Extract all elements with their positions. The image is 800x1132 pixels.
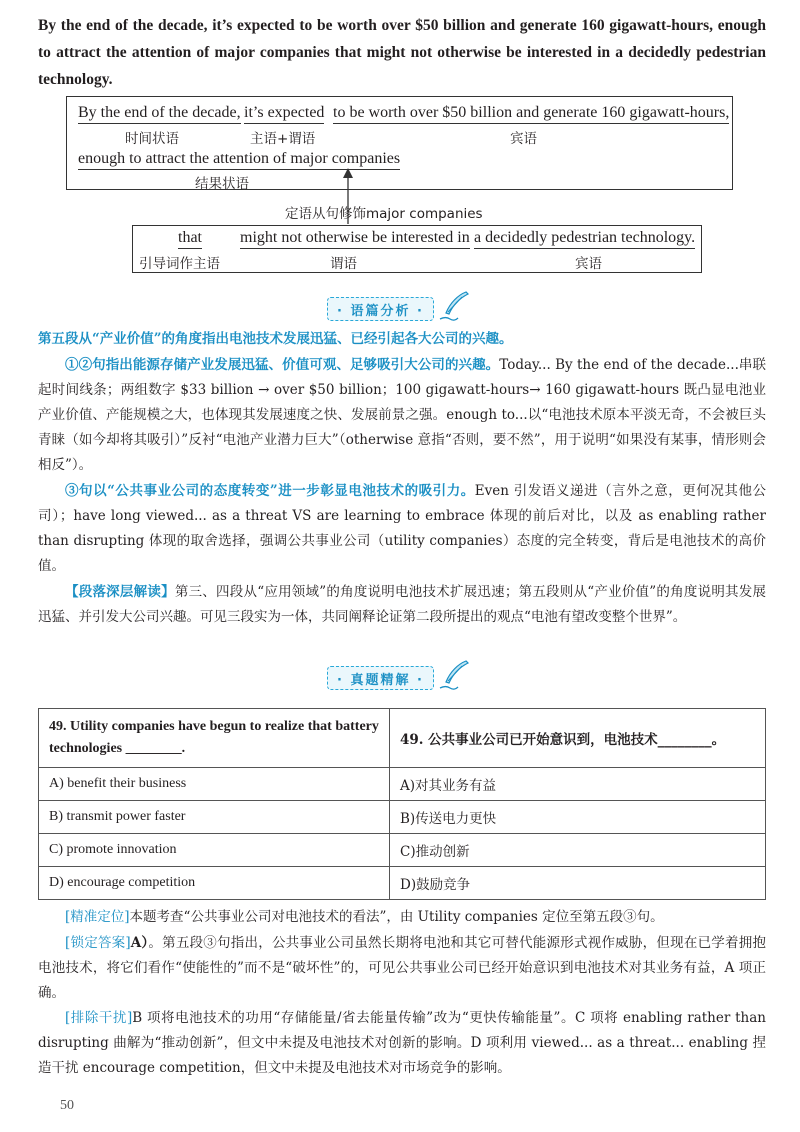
option-a-english: A) benefit their business bbox=[39, 768, 390, 801]
option-d-chinese: D)鼓励竞争 bbox=[390, 867, 766, 900]
quill-pen-icon bbox=[438, 658, 472, 692]
solution-locate bbox=[38, 905, 766, 930]
caption-clause-object: 宾语 bbox=[575, 256, 602, 272]
analysis-lead-sentences-1-2: ①②句指出能源存储产业发展迅猛、价值可观、足够吸引大公司的兴趣。 bbox=[65, 357, 500, 373]
option-row-a bbox=[39, 768, 766, 801]
analysis-body-sentences-1-2: Today... By the end of the decade...串联起时间线条；两组数字 $33 billion → over $50 billion；100 gigawatt-hours→ 160 gigawatt-hours 既凸显电池业产业价值、产能规模之大，也体现其发展速度之快、发展前景之强。enough to...以“电池技术原本平淡无奇，不会被巨头青睐（如今却将其吸引）”反衬“电池产业潜力巨大”（otherwise 意指“否则，要不然”，用于说明“如果没有某事，情形则会相反”）。 bbox=[38, 357, 766, 473]
deep-reading-body: 第三、四段从“应用领域”的角度说明电池技术扩展迅速；第五段则从“产业价值”的角度说明其发展迅猛、并引发大公司兴趣。可见三段实为一体，共同阐释论证第二段所提出的观点“电池有望改变整个世界”。 bbox=[38, 584, 767, 625]
exclude-label: [排除干扰] bbox=[65, 1010, 133, 1026]
segment-object: to be worth over $50 billion and generate 160 gigawatt-hours, bbox=[333, 103, 729, 124]
analysis-body-sentence-3: Even 引发语义递进（言外之意，更何况其他公司）；have long viewed... as a threat VS are learning to embrace 体现的前后对比，以及 as enabling rather than disrupting 体现的取舍选择，强调公共事业公司（utility companies）态度的完全转变，背后是电池技术的高价值。 bbox=[38, 483, 766, 574]
caption-subject-predicate: 主语+谓语 bbox=[250, 131, 316, 147]
caption-relative-pronoun: 引导词作主语 bbox=[139, 256, 220, 272]
option-a-chinese: A)对其业务有益 bbox=[390, 768, 766, 801]
option-d-english: D) encourage competition bbox=[39, 867, 390, 900]
segment-clause-predicate: might not otherwise be interested in bbox=[240, 228, 470, 249]
analysis-lead-sentence-3: ③句以“公共事业公司的态度转变”进一步彰显电池技术的吸引力。 bbox=[65, 483, 475, 499]
segment-result-adverbial: enough to attract the attention of major companies bbox=[78, 149, 400, 170]
question-stem-english: 49. Utility companies have begun to realize that battery technologies ________. bbox=[39, 709, 390, 768]
segment-relative-pronoun: that bbox=[178, 228, 202, 249]
option-b-english: B) transmit power faster bbox=[39, 801, 390, 834]
page-number: 50 bbox=[60, 1098, 74, 1113]
caption-result-adverbial: 结果状语 bbox=[195, 176, 249, 192]
question-table bbox=[38, 708, 766, 900]
analysis-paragraph-deep-reading bbox=[38, 580, 766, 630]
analysis-paragraph-summary: 第五段从“产业价值”的角度指出电池技术发展迅猛、已经引起各大公司的兴趣。 bbox=[38, 331, 513, 347]
option-row-d bbox=[39, 867, 766, 900]
caption-clause-predicate: 谓语 bbox=[330, 256, 357, 272]
question-stem-row bbox=[39, 709, 766, 768]
option-c-chinese: C)推动创新 bbox=[390, 834, 766, 867]
solution-exclude bbox=[38, 1006, 766, 1081]
analysis-paragraph-sentence-3 bbox=[38, 479, 766, 579]
quill-pen-icon bbox=[438, 289, 472, 323]
caption-time-adverbial: 时间状语 bbox=[125, 131, 179, 147]
exclude-body: B 项将电池技术的功用“存储能量/省去能量传输”改为“更快传输能量”。C 项将 enabling rather than disrupting 曲解为“推动创新”，但文中未提及电池技术对创新的影响。D 项利用 viewed... as a threat... enabling 捏造干扰 encourage competition，但文中未提及电池技术对市场竞争的影响。 bbox=[38, 1010, 766, 1076]
option-row-b bbox=[39, 801, 766, 834]
question-stem-chinese: 49. 公共事业公司已开始意识到，电池技术________。 bbox=[390, 709, 766, 768]
solution-answer bbox=[38, 931, 766, 1006]
attributive-clause-note: 定语从句修饰major companies bbox=[285, 206, 483, 222]
answer-key: A） bbox=[130, 935, 149, 951]
caption-object: 宾语 bbox=[510, 131, 537, 147]
locate-body: 本题考查“公共事业公司对电池技术的看法”，由 Utility companies 定位至第五段③句。 bbox=[129, 909, 664, 925]
section-title-question-analysis: · 真题精解 · bbox=[327, 666, 434, 690]
deep-reading-label: 【段落深层解读】 bbox=[65, 584, 175, 600]
intro-sentence: By the end of the decade, it’s expected to be worth over $50 billion and generate 160 gigawatt-hours, enough to attract the attention of major companies that might not otherwise be interested in a decidedly pedestrian technology. bbox=[38, 17, 766, 88]
answer-label: [锁定答案] bbox=[65, 935, 131, 951]
option-b-chinese: B)传送电力更快 bbox=[390, 801, 766, 834]
segment-time-adverbial: By the end of the decade, bbox=[78, 103, 241, 124]
analysis-paragraph-sentences-1-2 bbox=[38, 353, 766, 478]
option-c-english: C) promote innovation bbox=[39, 834, 390, 867]
section-title-text-analysis: · 语篇分析 · bbox=[327, 297, 434, 321]
segment-subject-predicate: it’s expected bbox=[244, 103, 324, 124]
option-row-c bbox=[39, 834, 766, 867]
segment-clause-object: a decidedly pedestrian technology. bbox=[474, 228, 695, 249]
answer-body: 。第五段③句指出，公共事业公司虽然长期将电池和其它可替代能源形式视作威胁，但现在已学着拥抱电池技术，将它们看作“使能性的”而不是“破坏性”的，可见公共事业公司已经开始意识到电池技术对其业务有益，A 项正确。 bbox=[38, 935, 766, 1001]
locate-label: [精准定位] bbox=[65, 909, 130, 925]
